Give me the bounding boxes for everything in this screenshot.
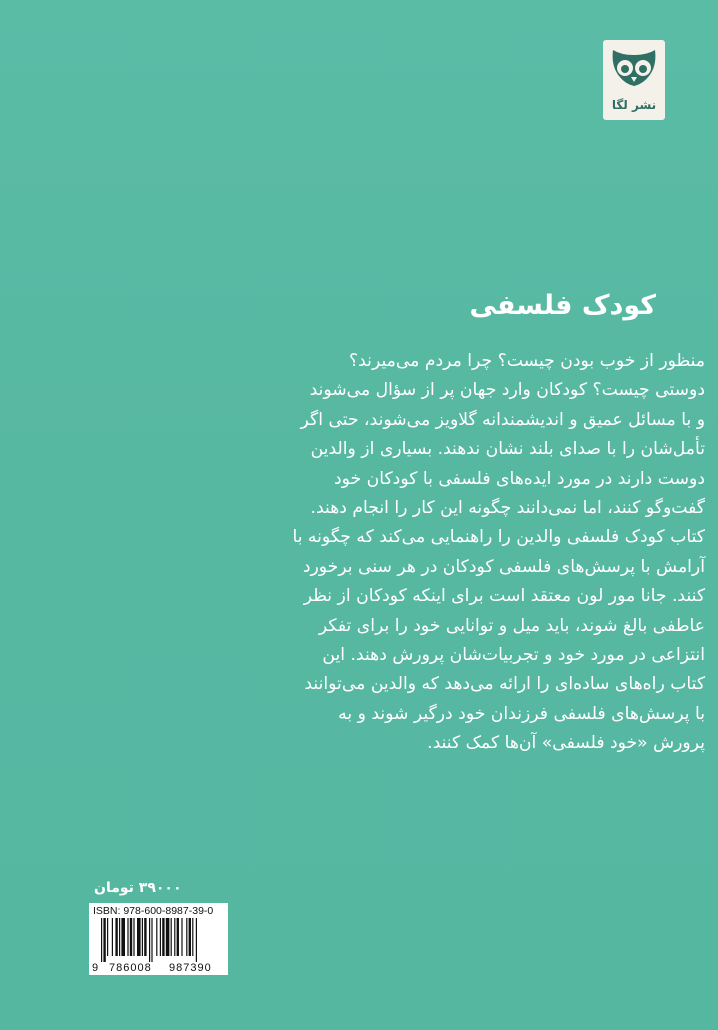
description-line: و با مسائل عمیق و اندیشمندانه گلاویز می‌شوند، حتی اگر bbox=[300, 409, 705, 430]
owl-icon bbox=[609, 46, 659, 90]
description-line: انتزاعی در مورد خود و تجربیات‌شان پرورش دهند. این bbox=[322, 645, 705, 666]
publisher-name: نشر لگا bbox=[611, 98, 657, 112]
description-line: کنند. جانا مور لون معتقد است برای اینکه کودکان از نظر bbox=[303, 586, 705, 607]
description-line: منظور از خوب بودن چیست؟ چرا مردم می‌میرند؟ bbox=[349, 351, 705, 371]
description-line: کتاب راه‌های ساده‌ای را ارائه می‌دهد که والدین می‌توانند bbox=[304, 674, 705, 695]
description-line: تأمل‌شان را با صدای بلند نشان ندهند. بسیاری از والدین bbox=[310, 439, 705, 460]
description-line: گفت‌وگو کنند، اما نمی‌دانند چگونه این کار را انجام دهند. bbox=[310, 498, 705, 519]
book-description bbox=[258, 347, 705, 759]
description-line: کتاب کودک فلسفی والدین را راهنمایی می‌کند که چگونه با bbox=[292, 527, 705, 548]
description-line: آرامش با پرسش‌های فلسفی کودکان در هر سنی برخورد bbox=[302, 556, 705, 577]
barcode-digits bbox=[89, 961, 228, 975]
isbn-barcode bbox=[89, 903, 228, 975]
description-line: با پرسش‌های فلسفی فرزندان خود درگیر شوند و به bbox=[338, 703, 705, 724]
description-line: دوستی چیست؟ کودکان وارد جهان پر از سؤال می‌شوند bbox=[309, 380, 705, 401]
price-label: ۳۹۰۰۰ تومان bbox=[94, 880, 182, 896]
isbn-label: ISBN: 978-600-8987-39-0 bbox=[93, 905, 214, 917]
description-line: عاطفی بالغ شوند، باید میل و توانایی خود را برای تفکر bbox=[318, 615, 705, 636]
description-line: دوست دارند در مورد ایده‌های فلسفی با کودکان خود bbox=[334, 468, 705, 489]
barcode-icon bbox=[93, 918, 224, 962]
book-title: کودک فلسفی bbox=[469, 290, 656, 321]
publisher-logo bbox=[603, 40, 665, 120]
barcode-digit-first: 9 bbox=[92, 962, 99, 974]
barcode-digits-left: 786008 bbox=[109, 962, 152, 974]
barcode-digits-right: 987390 bbox=[169, 962, 212, 974]
description-line: پرورش «خود فلسفی» آن‌ها کمک کنند. bbox=[427, 733, 705, 754]
